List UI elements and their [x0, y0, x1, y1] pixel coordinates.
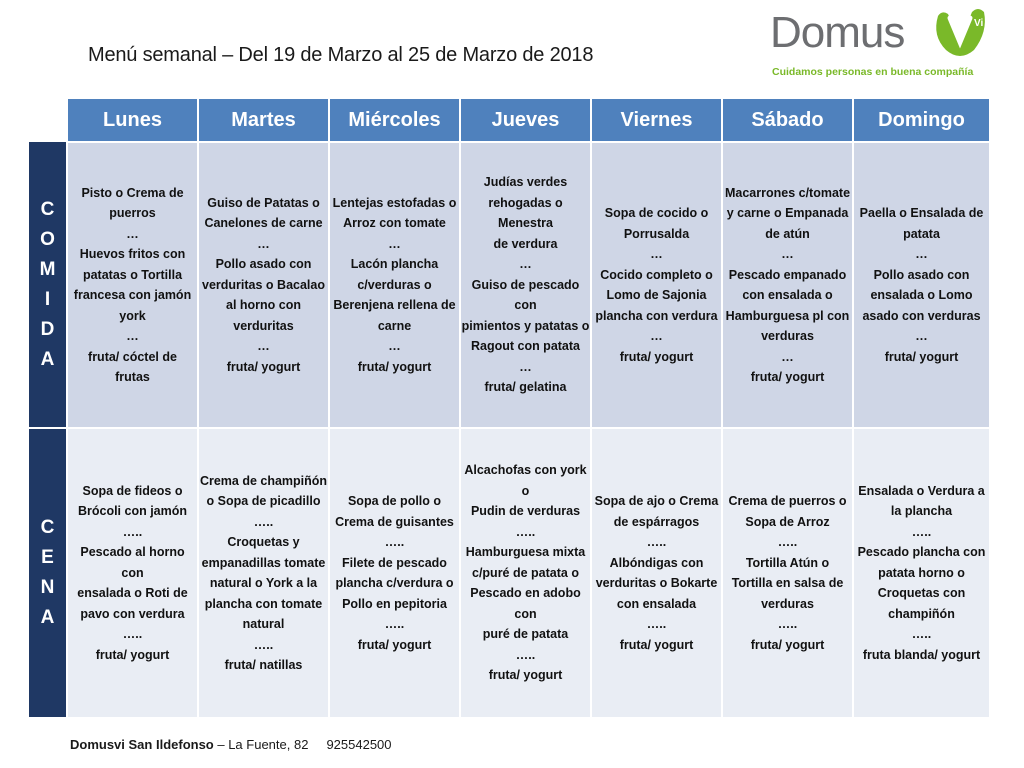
footer-name: Domusvi San Ildefonso: [70, 737, 214, 752]
day-header-lunes: Lunes: [67, 99, 198, 142]
cena-letter: E: [41, 547, 54, 568]
page-title: Menú semanal – Del 19 de Marzo al 25 de Marzo de 2018: [88, 44, 594, 66]
day-header-sabado: Sábado: [722, 99, 853, 142]
comida-letter: M: [39, 258, 56, 280]
day-header-domingo: Domingo: [853, 99, 989, 142]
logo-wordmark: Domus: [770, 8, 905, 57]
comida-cell-miercoles: Lentejas estofadas o Arroz con tomate … Lacón plancha c/verduras o Berenjena rellena de carne … fruta/ yogurt: [329, 142, 460, 428]
cena-letter: N: [40, 577, 55, 598]
comida-letter: O: [40, 228, 55, 250]
cena-row: [29, 428, 989, 718]
day-header-martes: Martes: [198, 99, 329, 142]
cena-letter: A: [40, 607, 55, 628]
footer: [70, 737, 392, 752]
cena-cell-domingo: Ensalada o Verdura a la plancha ….. Pescado plancha con patata horno o Croquetas con champiñón ….. fruta blanda/ yogurt: [853, 428, 989, 718]
domusvi-logo: [770, 2, 1000, 80]
cena-cell-sabado: Crema de puerros o Sopa de Arroz ….. Tortilla Atún o Tortilla en salsa de verduras ….. fruta/ yogurt: [722, 428, 853, 718]
comida-cell-sabado: Macarrones c/tomate y carne o Empanada de atún … Pescado empanado con ensalada o Hamburguesa pl con verduras … fruta/ yogurt: [722, 142, 853, 428]
comida-cell-lunes: Pisto o Crema de puerros … Huevos fritos con patatas o Tortilla francesa con jamón york … fruta/ cóctel de frutas: [67, 142, 198, 428]
footer-address: – La Fuente, 82: [213, 737, 309, 752]
comida-letter: I: [44, 288, 51, 310]
day-header-jueves: Jueves: [460, 99, 591, 142]
day-header-viernes: Viernes: [591, 99, 722, 142]
comida-letter: D: [40, 318, 55, 340]
logo-mark-letter: Vi: [974, 18, 984, 29]
logo-tagline: Cuidamos personas en buena compañía: [772, 66, 974, 78]
comida-cell-domingo: Paella o Ensalada de patata … Pollo asado con ensalada o Lomo asado con verduras … fruta/ yogurt: [853, 142, 989, 428]
cena-cell-miercoles: Sopa de pollo o Crema de guisantes ….. Filete de pescado plancha c/verdura o Pollo en pepitoria ….. fruta/ yogurt: [329, 428, 460, 718]
comida-cell-martes: Guiso de Patatas o Canelones de carne … Pollo asado con verduritas o Bacalao al horno con verduritas … fruta/ yogurt: [198, 142, 329, 428]
cena-cell-jueves: Alcachofas con york o Pudin de verduras ….. Hamburguesa mixta c/puré de patata o Pescado en adobo con puré de patata ….. fruta/ yogurt: [460, 428, 591, 718]
comida-letter: A: [40, 348, 55, 370]
cena-letter: C: [40, 517, 55, 538]
table-corner: [29, 99, 67, 142]
cena-cell-martes: Crema de champiñón o Sopa de picadillo ….. Croquetas y empanadillas tomate natural o York a la plancha con tomate natural ….. fruta/ natillas: [198, 428, 329, 718]
cena-label: [29, 428, 67, 718]
comida-cell-jueves: Judías verdes rehogadas o Menestra de verdura … Guiso de pescado con pimientos y patatas o Ragout con patata … fruta/ gelatina: [460, 142, 591, 428]
comida-row: [29, 142, 989, 428]
cena-cell-lunes: Sopa de fideos o Brócoli con jamón ….. Pescado al horno con ensalada o Roti de pavo con verdura ….. fruta/ yogurt: [67, 428, 198, 718]
comida-label: [29, 142, 67, 428]
day-header-row: [29, 99, 989, 142]
weekly-menu-table: [29, 99, 989, 719]
comida-letter: C: [40, 198, 55, 220]
comida-cell-viernes: Sopa de cocido o Porrusalda … Cocido completo o Lomo de Sajonia plancha con verdura … fruta/ yogurt: [591, 142, 722, 428]
day-header-miercoles: Miércoles: [329, 99, 460, 142]
logo-mark-icon: [930, 2, 990, 62]
cena-cell-viernes: Sopa de ajo o Crema de espárragos ….. Albóndigas con verduritas o Bokarte con ensalada ….. fruta/ yogurt: [591, 428, 722, 718]
footer-phone: 925542500: [326, 737, 392, 752]
